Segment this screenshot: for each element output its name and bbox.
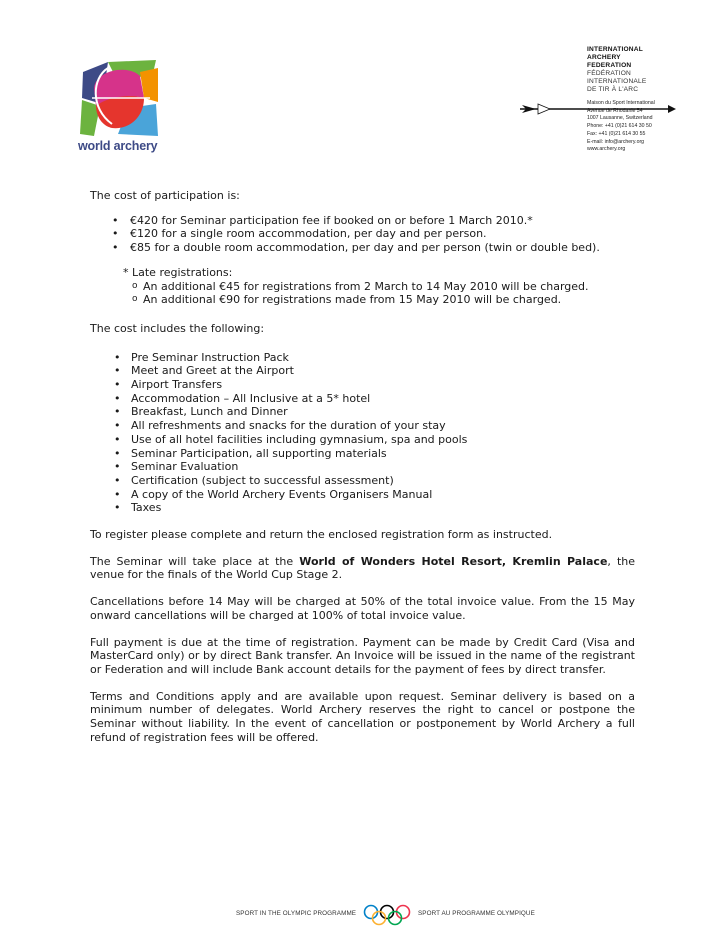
- list-item: o An additional €90 for registrations made from 15 May 2010 will be charged.: [132, 293, 562, 307]
- federation-block: [587, 46, 707, 154]
- federation-en-line-3: FEDERATION: [587, 62, 632, 69]
- logo-wordmark: world archery: [78, 139, 158, 153]
- terms-paragraph: Terms and Conditions apply and are available upon request. Seminar delivery is based on a minimum number of delegates. World Archery reserves the right to cancel or postpone the Seminar without liability. In the event of cancellation or postponement by World Archery a full refund of registration fees will be offered.: [90, 689, 635, 744]
- federation-en-line-1: INTERNATIONAL: [587, 46, 643, 53]
- target-logo-icon: [78, 58, 160, 138]
- list-item: • Accommodation – All Inclusive at a 5* hotel: [114, 391, 371, 405]
- late-registrations-list: [90, 280, 635, 307]
- phone-line: Phone: +41 (0)21 614 30 50: [587, 123, 652, 130]
- address-line: Maison du Sport International: [587, 100, 655, 106]
- list-item: • All refreshments and snacks for the duration of your stay: [114, 419, 446, 433]
- list-item: • Pre Seminar Instruction Pack: [114, 350, 289, 364]
- federation-en-line-2: ARCHERY: [587, 54, 621, 61]
- world-archery-logo: [78, 58, 168, 153]
- list-item: • €120 for a single room accommodation, per day and per person.: [112, 227, 487, 241]
- list-item: • €420 for Seminar participation fee if booked on or before 1 March 2010.*: [112, 213, 533, 227]
- email-line: E-mail: info@archery.org: [587, 138, 645, 145]
- list-item: • A copy of the World Archery Events Organisers Manual: [114, 487, 433, 501]
- website-line: www.archery.org: [587, 146, 626, 153]
- federation-fr-line-1: FÉDÉRATION: [587, 70, 632, 77]
- arrow-divider-icon: [520, 102, 676, 116]
- fax-line: Fax: +41 (0)21 614 30 55: [587, 130, 646, 137]
- list-item: • Certification (subject to successful assessment): [114, 473, 394, 487]
- includes-intro: The cost includes the following:: [90, 321, 265, 335]
- list-item: • Airport Transfers: [114, 378, 223, 392]
- register-paragraph: To register please complete and return the enclosed registration form as instructed.: [90, 528, 553, 542]
- includes-list: [90, 351, 635, 515]
- footer-left-text: SPORT IN THE OLYMPIC PROGRAMME: [236, 910, 357, 917]
- address-line: 1007 Lausanne, Switzerland: [587, 115, 653, 122]
- letter-body: [90, 189, 635, 745]
- list-item: • €85 for a double room accommodation, per day and per person (twin or double bed).: [112, 241, 600, 255]
- late-registrations-title: * Late registrations:: [123, 265, 233, 279]
- federation-fr-line-3: DE TIR À L'ARC: [587, 86, 639, 93]
- federation-fr-line-2: INTERNATIONALE: [587, 78, 647, 85]
- list-item: • Use of all hotel facilities including gymnasium, spa and pools: [114, 432, 468, 446]
- list-item: • Meet and Greet at the Airport: [114, 364, 294, 378]
- venue-name: World of Wonders Hotel Resort, Kremlin Palace: [299, 554, 608, 568]
- list-item: • Breakfast, Lunch and Dinner: [114, 405, 288, 419]
- list-item: • Taxes: [114, 501, 162, 515]
- cost-list: [90, 214, 635, 255]
- cancellation-paragraph: Cancellations before 14 May will be charged at 50% of the total invoice value. From the 15 May onward cancellations will be charged at 100% of total invoice value.: [90, 595, 635, 622]
- venue-paragraph: The Seminar will take place at the World of Wonders Hotel Resort, Kremlin Palace, the venue for the finals of the World Cup Stage 2.: [90, 554, 636, 582]
- payment-paragraph: Full payment is due at the time of registration. Payment can be made by Credit Card (Visa and MasterCard only) or by direct Bank transfer. An Invoice will be issued in the name of the registrant or Federation and will include Bank account details for the payment of fees by direct transfer.: [90, 635, 635, 676]
- footer: [236, 904, 536, 924]
- olympic-rings-icon: [362, 904, 412, 926]
- list-item: o An additional €45 for registrations from 2 March to 14 May 2010 will be charged.: [132, 279, 589, 293]
- address-line: Avenue de Rhodanie 54: [587, 107, 643, 114]
- footer-right-text: SPORT AU PROGRAMME OLYMPIQUE: [418, 910, 535, 917]
- list-item: • Seminar Participation, all supporting materials: [114, 446, 387, 460]
- list-item: • Seminar Evaluation: [114, 460, 239, 474]
- cost-intro: The cost of participation is:: [90, 189, 240, 202]
